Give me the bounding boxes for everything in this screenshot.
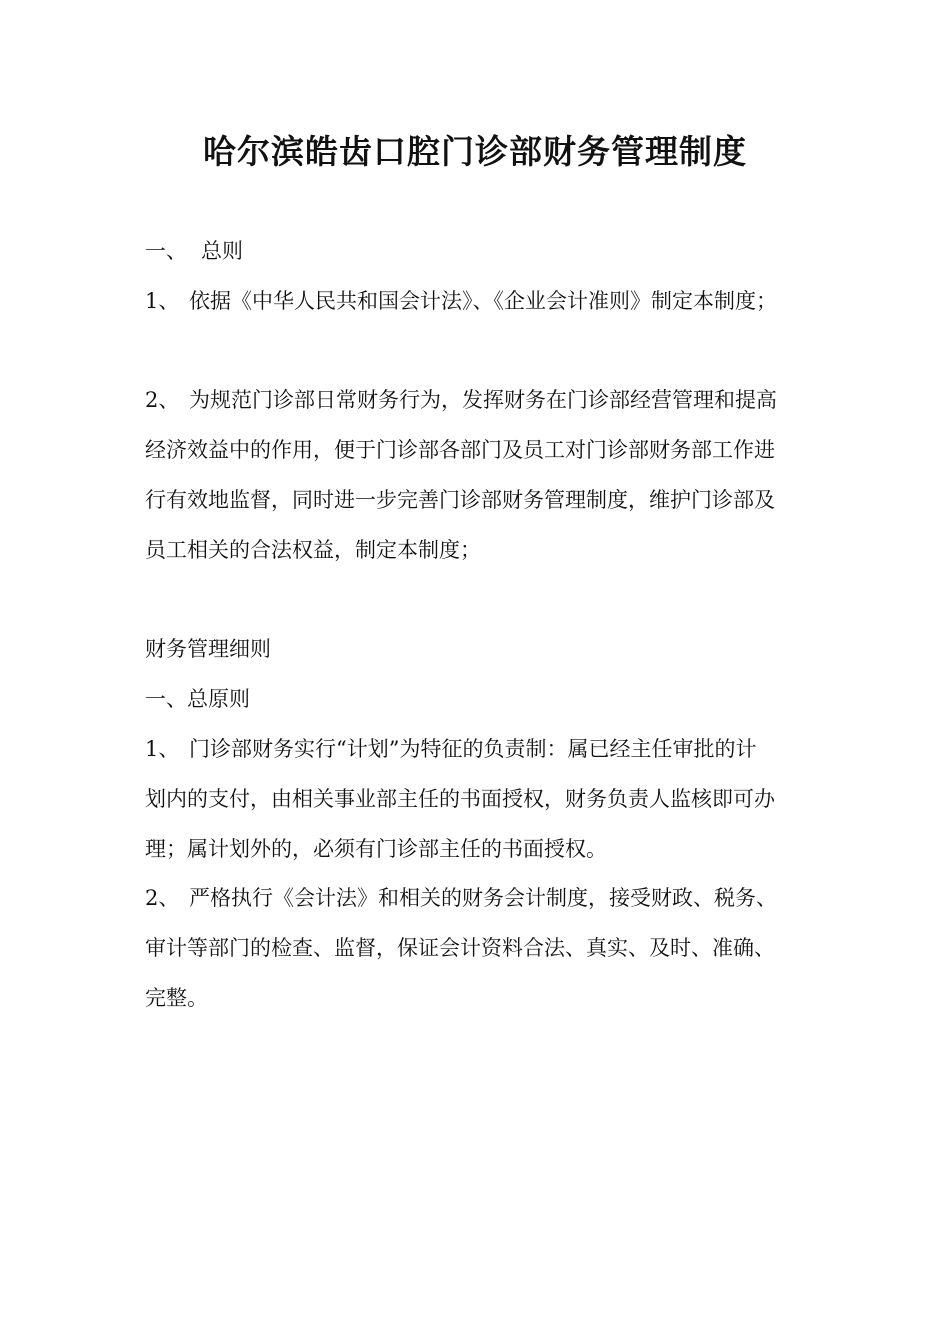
clause-text-line: 审计等部门的检查、监督，保证会计资料合法、真实、及时、准确、 <box>145 936 775 960</box>
clause-item <box>145 385 777 415</box>
clause-number: 2、 <box>145 388 180 412</box>
clause-number: 2、 <box>145 886 180 910</box>
subsection-heading: 一、总原则 <box>145 687 250 711</box>
clause-text-line: 为规范门诊部日常财务行为，发挥财务在门诊部经营管理和提高 <box>189 388 777 412</box>
clause-text-line: 门诊部财务实行“计划”为特征的负责制：属已经主任审批的计 <box>189 737 757 761</box>
clause-text-line: 划内的支付，由相关事业部主任的书面授权，财务负责人监核即可办 <box>145 787 775 811</box>
clause-number: 1、 <box>145 289 180 313</box>
clause-item <box>145 734 756 764</box>
clause-item <box>145 883 777 913</box>
clause-item <box>145 286 777 316</box>
section-number: 一、 <box>145 239 187 263</box>
clause-text-line: 严格执行《会计法》和相关的财务会计制度，接受财政、税务、 <box>189 886 777 910</box>
clause-text-line: 依据《中华人民共和国会计法》、《企业会计准则》制定本制度； <box>189 289 777 313</box>
clause-text-line: 行有效地监督，同时进一步完善门诊部财务管理制度，维护门诊部及 <box>145 488 775 512</box>
clause-text-line: 员工相关的合法权益，制定本制度； <box>145 538 481 562</box>
clause-text-line: 理；属计划外的，必须有门诊部主任的书面授权。 <box>145 837 607 861</box>
document-title: 哈尔滨皓齿口腔门诊部财务管理制度 <box>203 132 747 171</box>
section-heading: 财务管理细则 <box>145 637 271 661</box>
section-title: 总则 <box>201 239 243 263</box>
section-heading <box>145 236 243 266</box>
clause-number: 1、 <box>145 737 180 761</box>
clause-text-line: 经济效益中的作用，便于门诊部各部门及员工对门诊部财务部工作进 <box>145 438 775 462</box>
clause-text-line: 完整。 <box>145 986 208 1010</box>
